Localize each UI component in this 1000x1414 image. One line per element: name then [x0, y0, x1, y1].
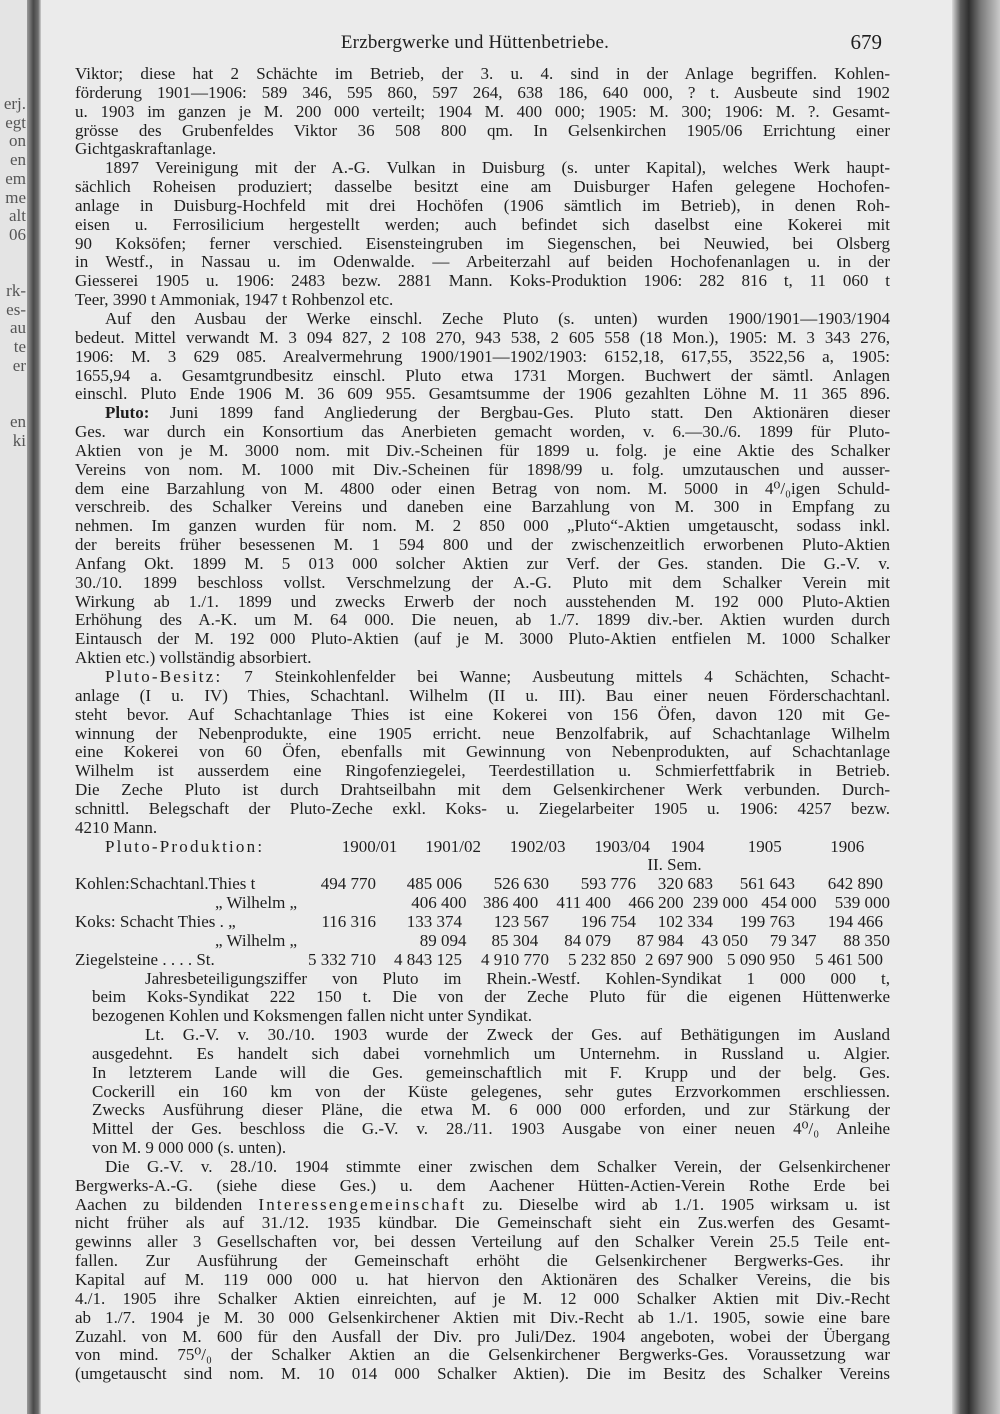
- margin-fragment: te: [13, 337, 26, 357]
- text-line: steht bevor. Auf Schachtanlage Thies ist eine Kokerei von 156 Öfen, davon 120 mit Ge-: [75, 704, 890, 724]
- production-table-title: Pluto-Produktion:: [105, 836, 265, 856]
- production-table-subheader: [75, 856, 890, 875]
- margin-fragment: 06: [9, 224, 26, 244]
- text-line: Jahresbeteiligungsziffer von Pluto im Rhein.-Westf. Kohlen-Syndikat 1 000 000 t,: [145, 968, 890, 988]
- margin-fragment: en: [9, 150, 26, 170]
- text-line: [75, 404, 890, 423]
- text-line: Zwecks Ausführung dieser Pläne, die etwa M. 6 000 000 erforden, und zur Stärkung der: [92, 1100, 890, 1120]
- text-line: Wirkung ab 1./1. 1899 und zwecks Erwerb der noch ausstehenden M. 192 000 Pluto-Aktien: [75, 591, 890, 611]
- table-cell: 320 683: [657, 874, 713, 894]
- text-line: u. 1903 im ganzen je M. 200 000 verteilt; 1904 M. 400 000; 1905: M. 300; 1906: M. ?. Gesamt-: [75, 101, 890, 121]
- table-cell: 485 006: [406, 874, 462, 894]
- text-run: Aachen zu bildenden: [75, 1194, 259, 1214]
- text-line: Gichtgaskraftanlage.: [75, 139, 217, 159]
- table-cell: 5 332 710: [308, 949, 376, 969]
- text-line: Anfang Okt. 1899 M. 5 013 000 solcher Aktien zur Verf. der Ges. standen. Die G.-V. v.: [75, 553, 890, 573]
- table-cell: 194 466: [827, 911, 883, 931]
- text-line: 1906: M. 3 629 085. Arealvermehrung 1900/1901—1902/1903: 6152,18, 617,55, 3522,56 a, 1905:: [75, 346, 890, 366]
- running-head: Erzbergwerke und Hüttenbetriebe.: [340, 32, 610, 53]
- table-cell: 4 910 770: [481, 949, 549, 969]
- column-header: 1906: [830, 836, 865, 856]
- text-run: zu. Dieselbe wird ab 1./1. 1905 wirksam u. ist: [466, 1194, 890, 1214]
- text-line: der bereits früher besessenen M. 1 594 800 und der zwischenzeitlich erworbenen Pluto-Aktien: [75, 535, 890, 555]
- margin-fragment: em: [5, 168, 26, 188]
- table-row: [75, 951, 890, 970]
- text-run: Juni 1899 fand Angliederung der Bergbau-Ges. Pluto statt. Den Aktionären dieser: [149, 403, 890, 423]
- table-cell: 411 400: [556, 893, 611, 913]
- text-line: 1655,94 a. Gesamtgrundbesitz einschl. Pluto etwa 1731 Morgen. Buchwert der sämtl. Anlagen: [75, 365, 890, 385]
- margin-fragment: en: [9, 411, 26, 431]
- margin-fragment: ki: [12, 430, 26, 450]
- text-line: verschreib. des Schalker Vereins und daneben eine Barzahlung von M. 300 in Empfang zu: [75, 497, 890, 517]
- margin-fragment: erj.: [3, 94, 26, 113]
- text-line: ausgedehnt. Es handelt sich dabei vornehmlich um Unternehm. in Russland u. Algier.: [92, 1043, 890, 1063]
- table-cell: 4 843 125: [394, 949, 462, 969]
- text-line: eisen u. Ferrosilicium hergestellt werden; auch befindet sich daselbst eine Kokerei mit: [75, 214, 890, 234]
- column-header: 1905: [747, 836, 782, 856]
- row-label: Koks: Schacht Thies . „: [75, 911, 236, 931]
- paragraph: [75, 65, 890, 159]
- text-line: Cockerill ein 160 km von der Küste gelegenes, sehr gutes Erzvorkommen erschliessen.: [92, 1081, 890, 1101]
- table-cell: 89 094: [419, 930, 467, 950]
- table-cell: 84 079: [564, 930, 611, 950]
- page-number: 679: [850, 30, 882, 54]
- text-line: Aktien etc.) vollständig absorbiert.: [75, 648, 312, 668]
- table-row: [75, 875, 890, 894]
- text-block-top: [75, 65, 890, 838]
- column-header: 1900/01: [341, 836, 398, 856]
- run-in-heading: Pluto:: [105, 403, 150, 423]
- table-cell: 454 000: [761, 893, 817, 913]
- text-line: Bergwerks-A.-G. (siehe diese Ges.) u. dem Aachener Hütten-Actien-Verein Rothe Erde bei: [75, 1175, 890, 1195]
- table-cell: 5 090 950: [727, 949, 795, 969]
- text-line: Kapital auf M. 119 000 000 u. hat hiervon den Aktionären des Schalker Vereins, die bis: [75, 1270, 890, 1289]
- production-table: [75, 838, 890, 970]
- text-line: Wilhelm ist ausserdem eine Ringofenziegelei, Teerdestillation u. Schmierfettfabrik in Betrieb.: [75, 761, 890, 781]
- table-cell: 561 643: [739, 874, 795, 894]
- text-line: grösse des Grubenfeldes Viktor 36 508 800 qm. In Gelsenkirchen 1905/06 Errichtung einer: [75, 120, 890, 140]
- row-label: „ Wilhelm „: [215, 893, 298, 913]
- table-cell: 116 316: [321, 911, 376, 931]
- table-cell: 466 200: [628, 893, 684, 913]
- margin-fragment: rk-: [6, 281, 26, 300]
- text-line: 30./10. 1899 beschloss vollst. Verschmelzung der A.-G. Pluto mit dem Schalker Verein mit: [75, 572, 890, 592]
- table-cell: 196 754: [580, 911, 636, 931]
- text-line: bedeut. Mittel verwandt M. 3 094 827, 2 108 270, 943 538, 2 605 558 (18 Mon.), 1905: M. 3 343 276,: [75, 327, 890, 347]
- text-line: anlage (I u. IV) Thies, Schachtanl. Wilhelm (II u. III). Bau einer neuen Förderschachtanl.: [75, 685, 890, 705]
- text-line: förderung 1901—1906: 589 346, 595 860, 597 264, 638 186, 640 000, ? t. Ausbeute sind 1902: [75, 82, 890, 102]
- text-line: Zuzahl. von M. 600 für den Ausfall der Div. pro Juli/Dez. 1904 angeboten, wobei der Übergang: [75, 1326, 890, 1346]
- paragraph: [75, 404, 890, 668]
- row-label: Kohlen:Schachtanl.Thies t: [75, 874, 256, 894]
- text-line: 90 Koksöfen; ferner verschied. Eisensteingruben im Siegenschen, bei Neuwied, bei Olsberg: [75, 233, 890, 253]
- page-edge-shadow: [952, 0, 1000, 1414]
- text-line: Vereins von nom. M. 1000 mit Div.-Scheinen für 1898/99 u. folg. umzutauschen und ausser-: [75, 459, 890, 479]
- text-line: 1897 Vereinigung mit der A.-G. Vulkan in Duisburg (s. unter Kapital), welches Werk haupt-: [105, 158, 890, 178]
- table-cell: 386 400: [483, 893, 539, 913]
- table-cell: 494 770: [320, 874, 376, 894]
- paragraph: [75, 159, 890, 310]
- paragraph: [75, 310, 890, 404]
- row-label: Ziegelsteine . . . . St.: [75, 949, 215, 969]
- text-line: (umgetauscht sind nom. M. 10 014 000 Schalker Aktien). Die im Besitz des Schalker Vereins: [75, 1364, 890, 1384]
- paragraph: [75, 1158, 890, 1384]
- table-cell: 642 890: [827, 874, 883, 894]
- table-cell: 43 050: [701, 930, 748, 950]
- row-label: „ Wilhelm „: [215, 930, 298, 950]
- margin-fragment: er: [12, 355, 26, 375]
- text-line: Mittel der Ges. beschloss die G.-V. v. 28./11. 1903 Ausgabe von einer neuen 4⁰/₀ Anleihe: [92, 1119, 890, 1139]
- previous-page-edge: [0, 0, 28, 1414]
- paragraph: [92, 1026, 890, 1158]
- table-cell: 87 984: [636, 930, 684, 950]
- table-cell: 88 350: [843, 930, 890, 950]
- column-header: 1903/04: [594, 836, 651, 856]
- text-line: Eintausch der M. 192 000 Pluto-Aktien (auf je M. 3000 Pluto-Aktien entfielen M. 1000 Schalker: [75, 629, 890, 649]
- table-cell: 526 630: [493, 874, 549, 894]
- production-table-header: [75, 838, 890, 857]
- table-cell: 5 461 500: [815, 949, 883, 969]
- text-line: [75, 668, 890, 687]
- text-line: 4210 Mann.: [75, 817, 158, 837]
- paragraph: [92, 970, 890, 1027]
- column-header: 1902/03: [509, 836, 566, 856]
- text-line: Giesserei 1905 u. 1906: 2483 bezw. 2881 Mann. Koks-Produktion 1906: 282 816 t, 11 060 t: [75, 271, 890, 291]
- text-line: Erhöhung des A.-K. um M. 64 000. Die neuen, ab 1./7. 1899 div.-ber. Aktien wurden durch: [75, 610, 890, 630]
- margin-fragment: es-: [6, 299, 26, 319]
- table-cell: 539 000: [834, 893, 890, 913]
- book-gutter-shadow: [27, 0, 41, 1414]
- paragraph: [75, 668, 890, 838]
- text-line: gewinns aller 3 Gesellschaften vor, bei dessen Verteilung auf den Schalker Verein 25.5 Teile ent-: [75, 1232, 890, 1252]
- table-cell: 239 000: [692, 893, 748, 913]
- text-line: Lt. G.-V. v. 30./10. 1903 wurde der Zweck der Ges. auf Bethätigungen im Ausland: [145, 1025, 890, 1045]
- text-line: in Westf., in Nassau u. im Odenwalde. — Arbeiterzahl auf beiden Hochofenanlagen u. in der: [75, 252, 890, 272]
- text-line: nicht früher als auf 31./12. 1935 kündbar. Die Gemeinschaft sieht ein Zus.werfen des Gesamt-: [75, 1213, 890, 1233]
- table-row: [75, 913, 890, 932]
- text-line: eine Kokerei von 60 Öfen, ebenfalls mit Gewinnung von Nebenprodukten, auf Schachtanlage: [75, 742, 890, 762]
- text-line: bezogenen Kohlen und Koksmengen fallen nicht unter Syndikat.: [92, 1006, 532, 1026]
- text-line: Ges. war durch ein Konsortium das Anerbieten gemacht worden, v. 6.—30./6. 1899 für Pluto-: [75, 422, 890, 442]
- text-line: Die Zeche Pluto ist durch Drahtseilbahn mit dem Gelsenkirchener Werk verbunden. Durch-: [75, 780, 890, 800]
- text-line: beim Koks-Syndikat 222 150 t. Die von der Zeche Pluto für die eigenen Hüttenwerke: [92, 987, 890, 1007]
- spaced-heading: Pluto-Besitz:: [105, 667, 223, 686]
- text-line: Viktor; diese hat 2 Schächte im Betrieb, der 3. u. 4. sind in der Anlage begriffen. Kohlen-: [75, 64, 890, 83]
- table-cell: 2 697 900: [645, 949, 713, 969]
- text-line: schnittl. Belegschaft der Pluto-Zeche exkl. Koks- u. Ziegelarbeiter 1905 u. 1906: 4257 bezw.: [75, 798, 890, 818]
- text-line: nehmen. Im ganzen wurden für nom. M. 2 850 000 „Pluto“-Aktien umgetauscht, sodass inkl.: [75, 516, 890, 536]
- text-line: einschl. Pluto Ende 1906 M. 36 609 955. Gesamtsumme der 1906 gezahlten Löhne M. 11 365 896.: [75, 384, 890, 404]
- table-cell: 199 763: [739, 911, 795, 931]
- table-cell: 79 347: [769, 930, 817, 950]
- table-cell: 123 567: [493, 911, 549, 931]
- margin-fragment: egt: [5, 112, 26, 132]
- table-row: [75, 894, 890, 913]
- table-cell: 133 374: [406, 911, 462, 931]
- table-cell: 593 776: [580, 874, 636, 894]
- text-line: In letzterem Lande will die Ges. gemeinschaftlich mit F. Krupp und der belg. Ges.: [92, 1062, 890, 1082]
- column-header: 1904: [670, 836, 705, 856]
- table-cell: 85 304: [491, 930, 539, 950]
- text-line: [75, 1196, 890, 1215]
- text-line: von mind. 75⁰/₀ der Schalker Aktien an die Gelsenkirchener Bergwerks-Ges. Voraussetzung war: [75, 1345, 890, 1365]
- page-body: [75, 65, 890, 1384]
- text-line: anlage in Duisburg-Hochfeld mit drei Hochöfen (1906 sämtlich im Betrieb), in denen Roh-: [75, 195, 890, 215]
- text-line: von M. 9 000 000 (s. unten).: [92, 1138, 287, 1158]
- margin-fragment: me: [5, 187, 26, 207]
- text-line: winnung der Nebenprodukte, eine 1905 erricht. neue Benzolfabrik, auf Schachtanlage Wilhelm: [75, 723, 890, 743]
- text-line: sächlich Roheisen produziert; dasselbe besitzt eine am Duisburger Hafen gelegene Hochofen-: [75, 177, 890, 197]
- text-line: fallen. Zur Ausführung der Gemeinschaft erhöht die Gelsenkirchener Bergwerks-Ges. ihr: [75, 1251, 890, 1271]
- text-line: 4./1. 1905 ihre Schalker Aktien einreichten, auf je M. 12 000 Schalker Aktien mit Div.-Recht: [75, 1288, 890, 1308]
- text-line: dem eine Barzahlung von M. 4800 oder einen Betrag von nom. M. 5000 in 4⁰/₀igen Schuld-: [75, 478, 890, 498]
- margin-fragment: on: [9, 131, 26, 151]
- text-line: Aktien von je M. 3000 nom. mit Div.-Scheinen für 1899 u. folg. je eine Aktie des Schalker: [75, 440, 890, 460]
- text-line: Die G.-V. v. 28./10. 1904 stimmte einer zwischen dem Schalker Verein, der Gelsenkirchener: [105, 1156, 890, 1176]
- text-block-bottom: [75, 970, 890, 1385]
- column-header: 1901/02: [425, 836, 481, 856]
- column-note: II. Sem.: [647, 855, 702, 875]
- margin-fragment: alt: [9, 206, 26, 226]
- table-row: [75, 932, 890, 951]
- text-run: 7 Steinkohlenfelder bei Wanne; Ausbeutung mittels 4 Schächten, Schacht-: [222, 667, 890, 686]
- text-line: Teer, 3990 t Ammoniak, 1947 t Rohbenzol etc.: [75, 290, 394, 310]
- table-cell: 406 400: [411, 893, 467, 913]
- text-line: ab 1./7. 1904 je M. 30 000 Gelsenkirchener Aktien mit Div.-Recht ab 1./1. 1905, sowie eine bare: [75, 1307, 890, 1327]
- margin-fragment: au: [9, 318, 26, 338]
- table-cell: 5 232 850: [568, 949, 636, 969]
- text-line: Auf den Ausbau der Werke einschl. Zeche Pluto (s. unten) wurden 1900/1901—1903/1904: [105, 308, 890, 328]
- spaced-heading: Interessengemeinschaft: [258, 1194, 467, 1214]
- table-cell: 102 334: [657, 911, 713, 931]
